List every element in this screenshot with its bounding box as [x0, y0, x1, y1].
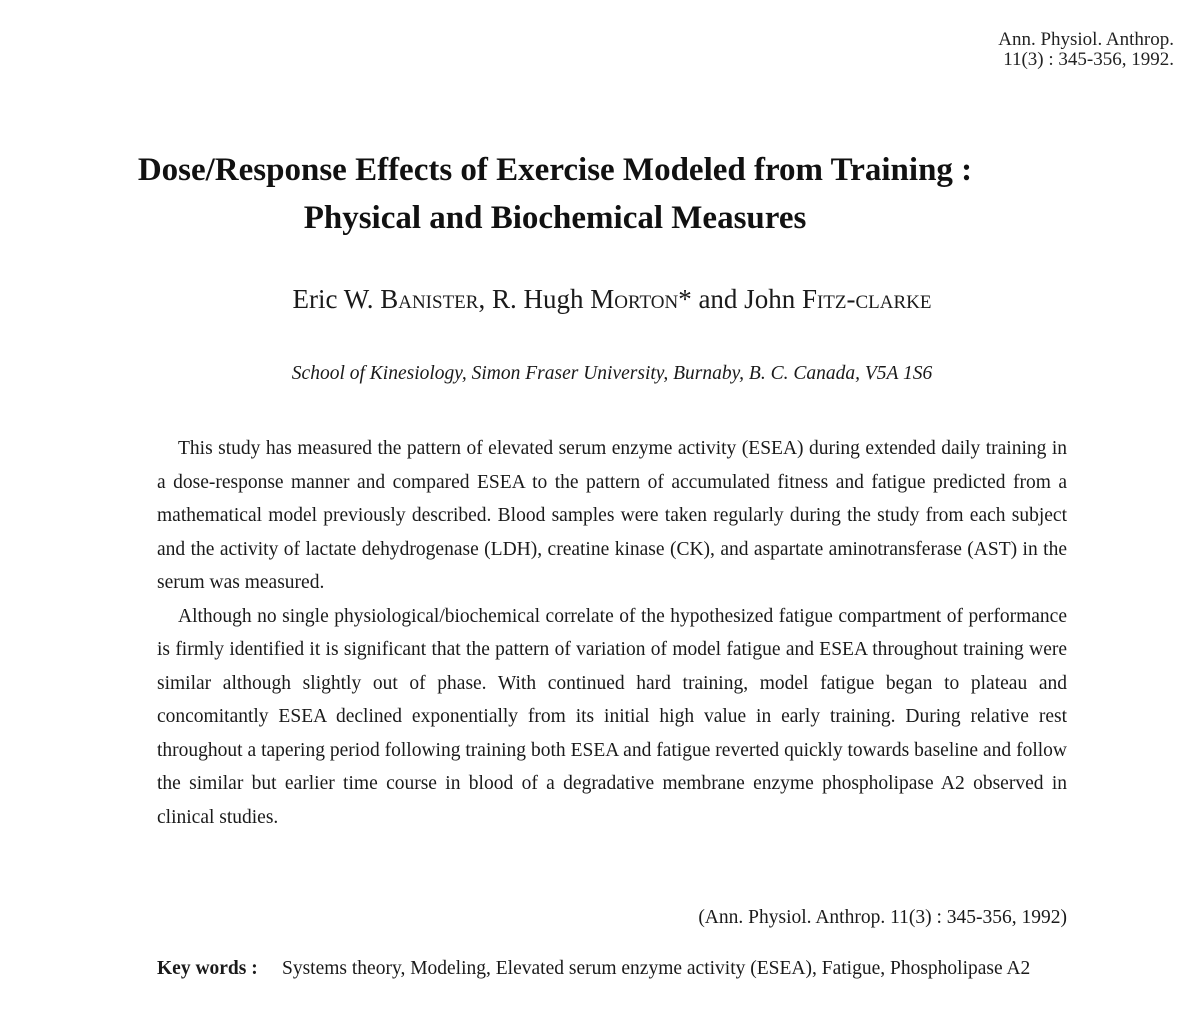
author-list [0, 282, 1200, 316]
author-separator-2: and John [691, 284, 802, 314]
author2-family-name: Morton [590, 284, 679, 314]
abstract-paragraph-1: This study has measured the pattern of elevated serum enzyme activity (ESEA) during extended daily training in a dose-response manner and compared ESEA to the pattern of accumulated fitness and fatigue predicted from a mathematical model previously described. Blood samples were taken regularly during the study from each subject and the activity of lactate dehydrogenase (LDH), creatine kinase (CK), and aspartate aminotransferase (AST) in the serum was measured. [157, 438, 1067, 593]
keywords [157, 953, 1067, 985]
author-separator-1: , R. Hugh [478, 284, 591, 314]
author2-affiliation-mark: * [678, 284, 692, 314]
keywords-label: Key words : [157, 958, 258, 979]
author-affiliation: School of Kinesiology, Simon Fraser University, Burnaby, B. C. Canada, V5A 1S6 [291, 363, 933, 384]
paper-title [0, 146, 1110, 242]
abstract-paragraph-2: Although no single physiological/biochemical correlate of the hypothesized fatigue compartment of performance is firmly identified it is significant that the pattern of variation of model fatigue and ESEA throughout training were similar although slightly out of phase. With continued hard training, model fatigue began to plateau and concomitantly ESEA declined exponentially from its initial high value in early training. During relative rest throughout a tapering period following training both ESEA and fatigue reverted quickly towards baseline and follow the similar but earlier time course in blood of a degradative membrane enzyme phospholipase A2 observed in clinical studies. [157, 605, 1067, 828]
citation: (Ann. Physiol. Anthrop. 11(3) : 345-356, 1992) [698, 907, 1067, 928]
author1-given-name: Eric W. [292, 284, 381, 314]
journal-reference-line2: 11(3) : 345-356, 1992. [1003, 49, 1174, 70]
paper-title-line2: Physical and Biochemical Measures [303, 200, 807, 236]
abstract [157, 432, 1067, 834]
author1-family-name: Banister [380, 284, 479, 314]
author3-family-name: Fitz-clarke [801, 284, 932, 314]
journal-reference-line1: Ann. Physiol. Anthrop. [998, 29, 1174, 50]
journal-reference [998, 30, 1174, 70]
keywords-text: Systems theory, Modeling, Elevated serum enzyme activity (ESEA), Fatigue, Phospholipase A2 [282, 958, 1031, 979]
paper-title-line1: Dose/Response Effects of Exercise Modeled from Training : [137, 152, 973, 188]
